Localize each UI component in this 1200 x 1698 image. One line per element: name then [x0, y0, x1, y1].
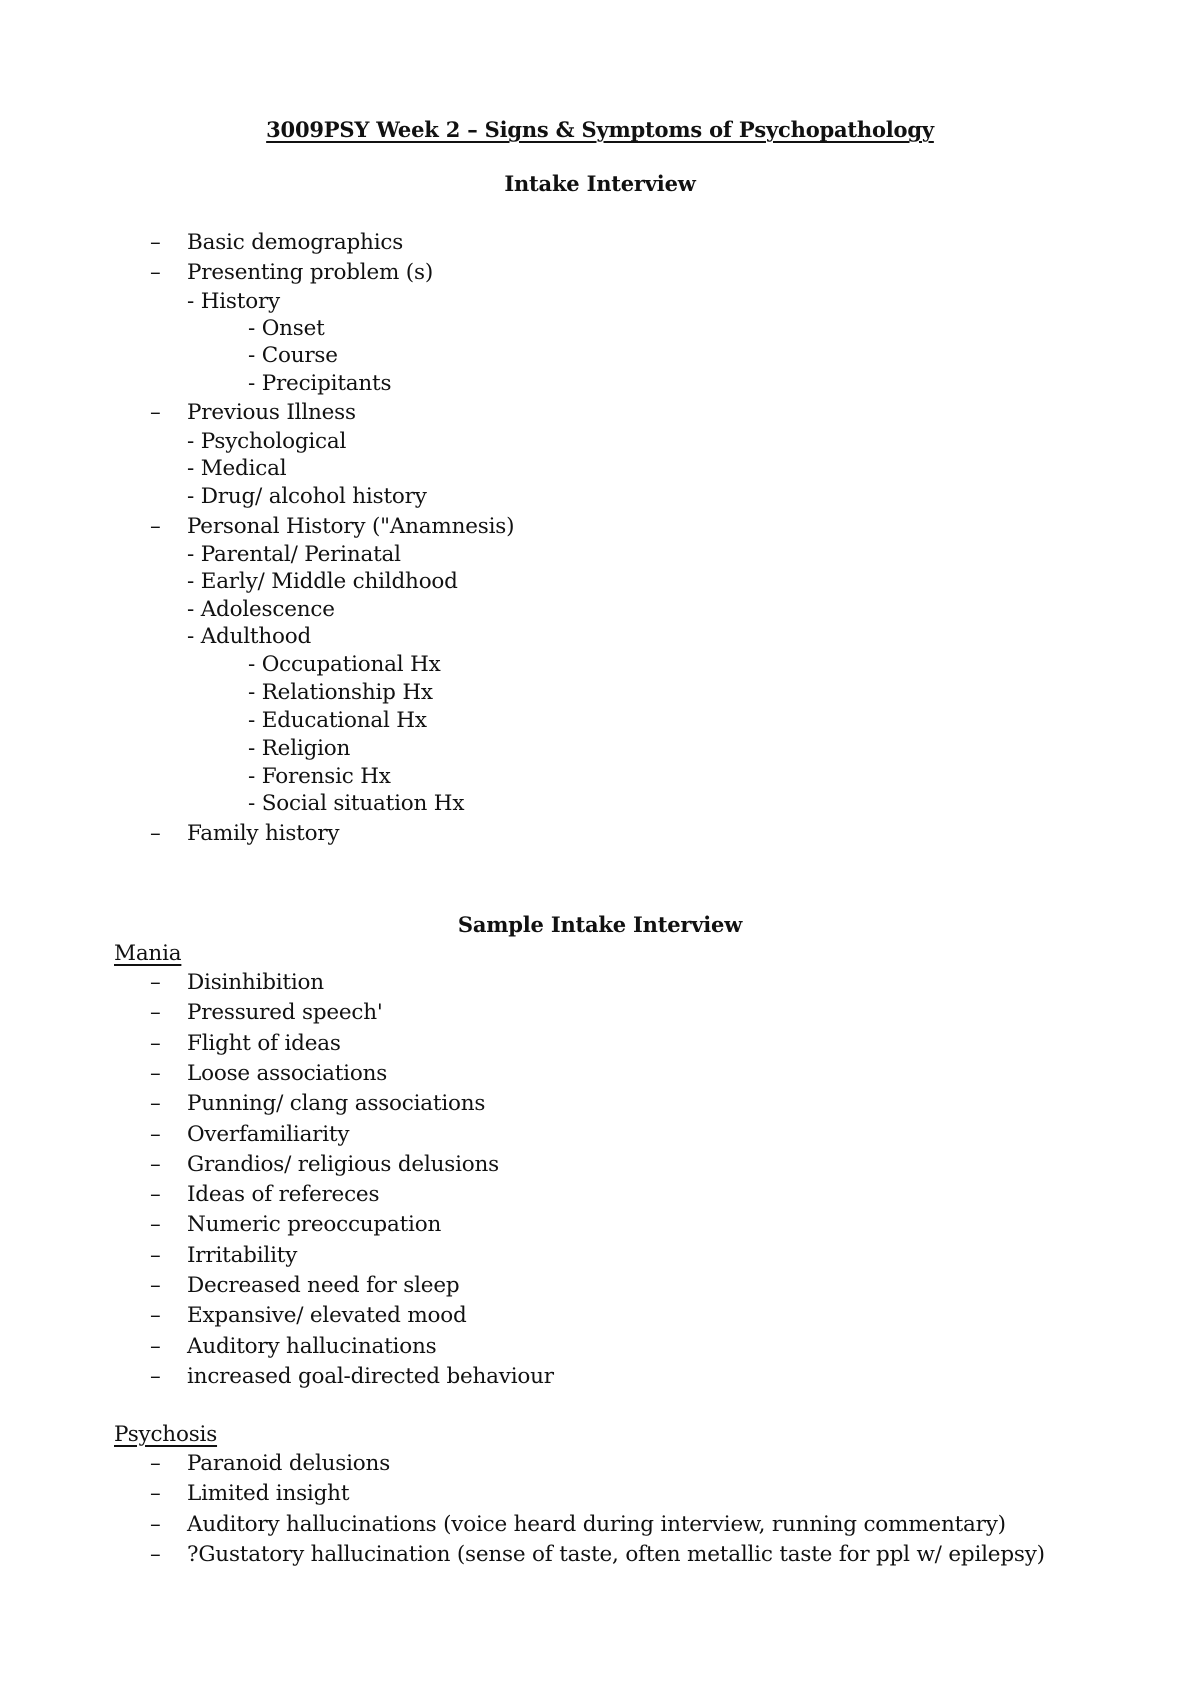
sample-intake-heading: Sample Intake Interview — [457, 912, 743, 937]
outline-item: Presenting problem (s) — [187, 260, 434, 285]
outline-subsubitem: - Religion — [248, 736, 351, 761]
mania-symptom-item: Overfamiliarity — [187, 1121, 350, 1147]
list-bullet: – — [150, 1303, 161, 1329]
mania-symptom-item: Flight of ideas — [187, 1030, 341, 1056]
list-bullet: – — [150, 1511, 161, 1537]
psychosis-symptom-item: ?Gustatory hallucination (sense of taste, often metallic taste for ppl w/ epilepsy) — [187, 1541, 1045, 1567]
list-bullet: – — [150, 1333, 161, 1359]
mania-symptom-item: Numeric preoccupation — [187, 1212, 442, 1238]
mania-symptom-item: Irritability — [187, 1242, 298, 1268]
outline-subitem: - Psychological — [187, 429, 347, 454]
outline-subsubitem: - Occupational Hx — [248, 652, 441, 677]
list-bullet: – — [150, 1151, 161, 1177]
mania-section-label: Mania — [114, 941, 182, 966]
outline-subitem: - Medical — [187, 456, 287, 481]
outline-subitem: - Drug/ alcohol history — [187, 484, 427, 509]
outline-subsubitem: - Course — [248, 343, 338, 368]
list-bullet: – — [150, 1363, 161, 1389]
list-bullet: – — [150, 230, 161, 255]
list-bullet: – — [150, 1242, 161, 1268]
list-bullet: – — [150, 1121, 161, 1147]
list-bullet: – — [150, 260, 161, 285]
outline-subsubitem: - Educational Hx — [248, 708, 427, 733]
list-bullet: – — [150, 1451, 161, 1476]
mania-symptom-item: Disinhibition — [187, 970, 324, 995]
mania-symptom-item: increased goal-directed behaviour — [187, 1363, 554, 1389]
list-bullet: – — [150, 970, 161, 995]
outline-subitem: - Adolescence — [187, 597, 335, 622]
outline-item: Family history — [187, 821, 340, 846]
list-bullet: – — [150, 1182, 161, 1208]
outline-subitem: - Early/ Middle childhood — [187, 569, 458, 594]
list-bullet: – — [150, 1091, 161, 1117]
list-bullet: – — [150, 1000, 161, 1026]
list-bullet: – — [150, 1030, 161, 1056]
mania-symptom-item: Pressured speech' — [187, 1000, 383, 1026]
psychosis-symptom-item: Auditory hallucinations (voice heard during interview, running commentary) — [187, 1511, 1006, 1537]
list-bullet: – — [150, 1481, 161, 1507]
psychosis-symptom-item: Limited insight — [187, 1481, 350, 1507]
list-bullet: – — [150, 1060, 161, 1086]
intake-interview-heading: Intake Interview — [504, 171, 696, 196]
outline-subsubitem: - Onset — [248, 316, 325, 341]
list-bullet: – — [150, 400, 161, 425]
outline-subsubitem: - Social situation Hx — [248, 791, 465, 816]
mania-symptom-item: Punning/ clang associations — [187, 1091, 486, 1117]
outline-subitem: - Parental/ Perinatal — [187, 542, 401, 567]
mania-symptom-item: Grandios/ religious delusions — [187, 1151, 500, 1177]
outline-subitem: - Adulthood — [187, 624, 312, 649]
mania-symptom-item: Loose associations — [187, 1060, 388, 1086]
document-title: 3009PSY Week 2 – Signs & Symptoms of Psychopathology — [266, 117, 934, 142]
outline-subsubitem: - Forensic Hx — [248, 764, 391, 789]
outline-item: Personal History ("Anamnesis) — [187, 514, 515, 539]
outline-subitem: - History — [187, 289, 280, 314]
mania-symptom-item: Decreased need for sleep — [187, 1273, 460, 1298]
mania-symptom-item: Auditory hallucinations — [187, 1333, 437, 1359]
psychosis-section-label: Psychosis — [114, 1422, 218, 1447]
outline-subsubitem: - Precipitants — [248, 371, 392, 396]
outline-item: Basic demographics — [187, 230, 404, 255]
list-bullet: – — [150, 821, 161, 846]
outline-item: Previous Illness — [187, 400, 356, 425]
mania-symptom-item: Ideas of refereces — [187, 1182, 380, 1208]
list-bullet: – — [150, 1273, 161, 1298]
psychosis-symptom-item: Paranoid delusions — [187, 1451, 391, 1476]
list-bullet: – — [150, 514, 161, 539]
mania-symptom-item: Expansive/ elevated mood — [187, 1303, 467, 1329]
outline-subsubitem: - Relationship Hx — [248, 680, 433, 705]
list-bullet: – — [150, 1212, 161, 1238]
list-bullet: – — [150, 1541, 161, 1567]
